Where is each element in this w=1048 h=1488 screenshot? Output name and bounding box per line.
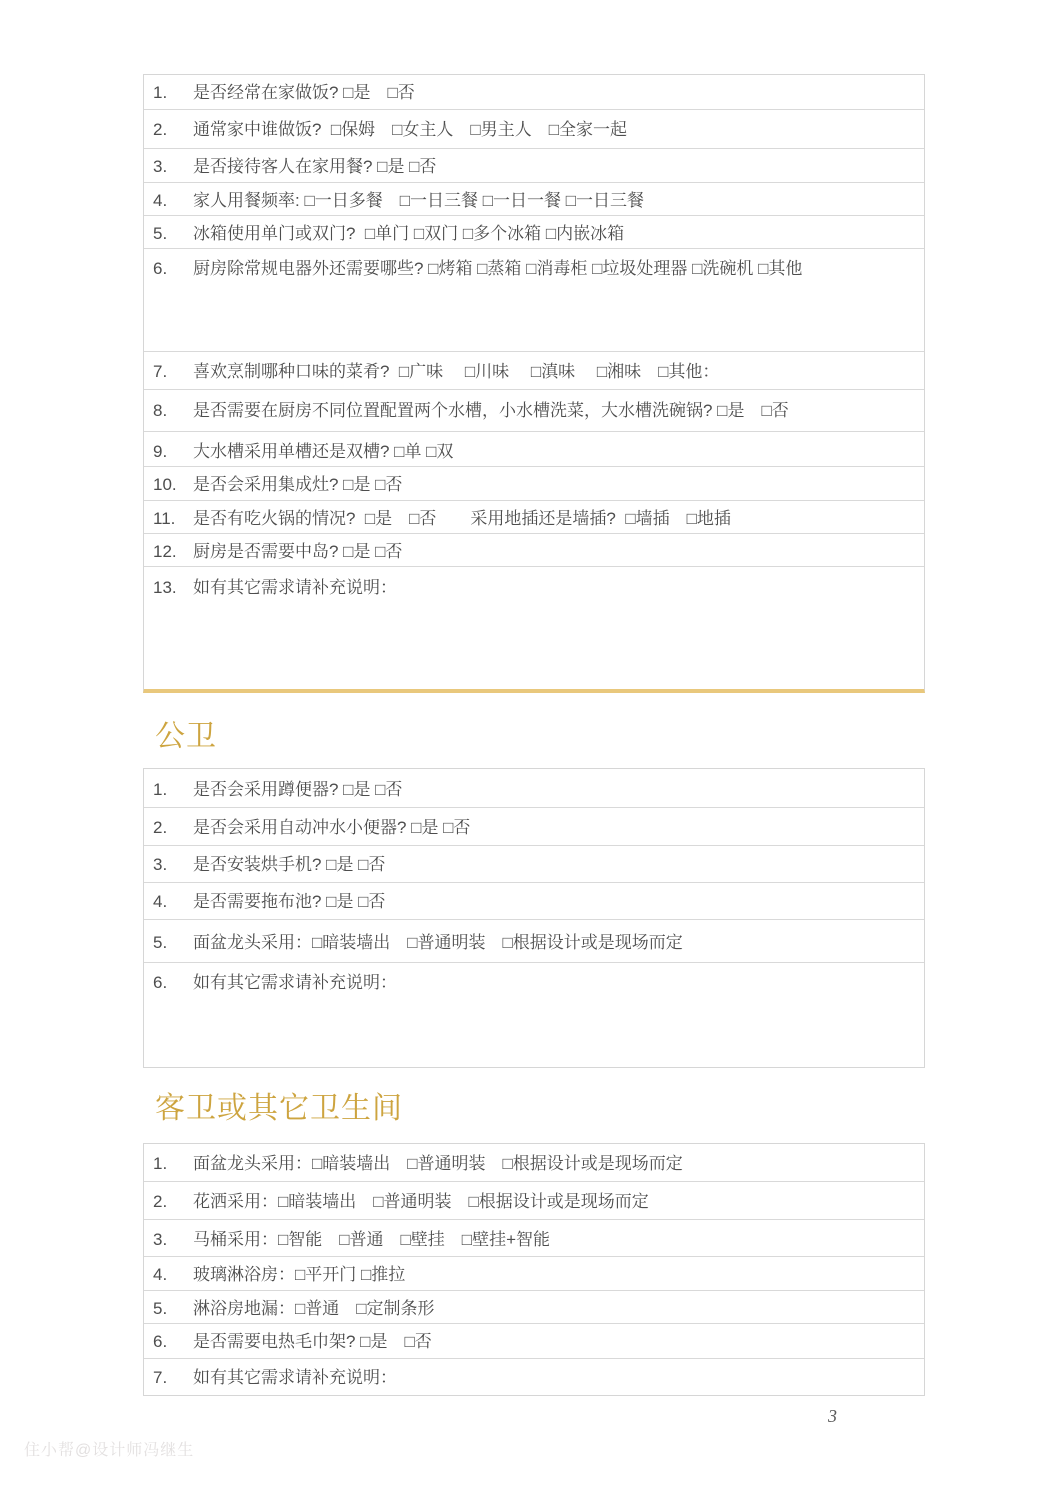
question-row (144, 110, 924, 149)
question-text: 冰箱使用单门或双门? □单门 □双门 □多个冰箱 □内嵌冰箱 (193, 224, 625, 243)
question-row (144, 249, 924, 352)
question-row (144, 769, 924, 808)
question-row (144, 567, 924, 689)
question-row (144, 75, 924, 110)
question-text: 面盆龙头采用：□暗装墙出 □普通明装 □根据设计或是现场而定 (193, 933, 683, 952)
question-number: 2. (153, 818, 168, 837)
question-text: 家人用餐频率: □一日多餐 □一日三餐 □一日一餐 □一日三餐 (193, 191, 644, 210)
question-text: 淋浴房地漏：□普通 □定制条形 (193, 1299, 435, 1318)
question-number: 12. (153, 542, 177, 561)
question-number: 6. (153, 259, 168, 278)
guest-bath-question-table (143, 1143, 925, 1396)
question-number: 5. (153, 224, 168, 243)
question-number: 11. (153, 509, 176, 528)
question-row (144, 1182, 924, 1220)
question-text: 是否有吃火锅的情况? □是 □否 采用地插还是墙插? □墙插 □地插 (193, 509, 731, 528)
question-number: 3. (153, 1230, 168, 1249)
question-text: 是否安装烘手机? □是 □否 (193, 855, 386, 874)
question-text: 是否接待客人在家用餐? □是 □否 (193, 157, 437, 176)
question-number: 9. (153, 442, 168, 461)
question-number: 7. (153, 1368, 168, 1387)
question-text: 如有其它需求请补充说明： (193, 1368, 397, 1387)
question-text: 是否会采用集成灶? □是 □否 (193, 475, 403, 494)
question-text: 大水槽采用单槽还是双槽? □单 □双 (193, 442, 454, 461)
public-bath-question-table (143, 768, 925, 1068)
question-number: 7. (153, 362, 168, 381)
question-text: 如有其它需求请补充说明： (193, 578, 397, 597)
question-number: 6. (153, 973, 168, 992)
question-number: 1. (153, 1154, 168, 1173)
question-text: 通常家中谁做饭? □保姆 □女主人 □男主人 □全家一起 (193, 120, 627, 139)
question-row (144, 1359, 924, 1395)
question-number: 1. (153, 780, 168, 799)
question-text: 玻璃淋浴房：□平开门 □推拉 (193, 1265, 406, 1284)
question-number: 6. (153, 1332, 168, 1351)
question-number: 5. (153, 933, 168, 952)
question-row (144, 149, 924, 183)
kitchen-question-table (143, 74, 925, 693)
question-text: 是否经常在家做饭? □是 □否 (193, 83, 415, 102)
question-text: 是否会采用蹲便器? □是 □否 (193, 780, 403, 799)
question-row (144, 216, 924, 249)
page-number: 3 (828, 1406, 837, 1426)
question-text: 是否会采用自动冲水小便器? □是 □否 (193, 818, 471, 837)
question-row (144, 467, 924, 501)
question-row (144, 963, 924, 1067)
question-text: 是否需要在厨房不同位置配置两个水槽，小水槽洗菜，大水槽洗碗锅? □是 □否 (193, 401, 789, 420)
question-row (144, 1144, 924, 1182)
question-row (144, 808, 924, 846)
question-text: 花洒采用：□暗装墙出 □普通明装 □根据设计或是现场而定 (193, 1192, 649, 1211)
question-row (144, 534, 924, 567)
question-row (144, 1220, 924, 1257)
question-row (144, 501, 924, 534)
question-text: 如有其它需求请补充说明： (193, 973, 397, 992)
question-number: 10. (153, 475, 177, 494)
question-number: 4. (153, 892, 168, 911)
question-number: 5. (153, 1299, 168, 1318)
question-number: 1. (153, 83, 168, 102)
section-title-public-bath: 公卫 (155, 720, 217, 753)
watermark-text: 住小帮@设计师冯继生 (24, 1442, 195, 1459)
question-text: 面盆龙头采用：□暗装墙出 □普通明装 □根据设计或是现场而定 (193, 1154, 683, 1173)
question-row (144, 920, 924, 963)
question-row (144, 352, 924, 390)
question-text: 是否需要电热毛巾架? □是 □否 (193, 1332, 432, 1351)
question-number: 8. (153, 401, 168, 420)
question-number: 13. (153, 578, 177, 597)
question-number: 4. (153, 1265, 168, 1284)
section-title-guest-bath: 客卫或其它卫生间 (155, 1092, 403, 1125)
question-row (144, 1324, 924, 1359)
question-text: 是否需要拖布池? □是 □否 (193, 892, 386, 911)
question-number: 2. (153, 120, 168, 139)
question-row (144, 1291, 924, 1324)
question-number: 3. (153, 855, 168, 874)
question-row (144, 183, 924, 216)
question-row (144, 883, 924, 920)
question-number: 3. (153, 157, 168, 176)
question-number: 2. (153, 1192, 168, 1211)
question-row (144, 432, 924, 467)
question-text: 厨房是否需要中岛? □是 □否 (193, 542, 403, 561)
question-number: 4. (153, 191, 168, 210)
question-text: 厨房除常规电器外还需要哪些? □烤箱 □蒸箱 □消毒柜 □垃圾处理器 □洗碗机 □其他 (193, 259, 803, 278)
question-text: 喜欢烹制哪种口味的菜肴? □广味 □川味 □滇味 □湘味 □其他： (193, 362, 720, 381)
question-row (144, 846, 924, 883)
question-row (144, 390, 924, 432)
question-text: 马桶采用：□智能 □普通 □壁挂 □壁挂+智能 (193, 1230, 550, 1249)
question-row (144, 1257, 924, 1291)
